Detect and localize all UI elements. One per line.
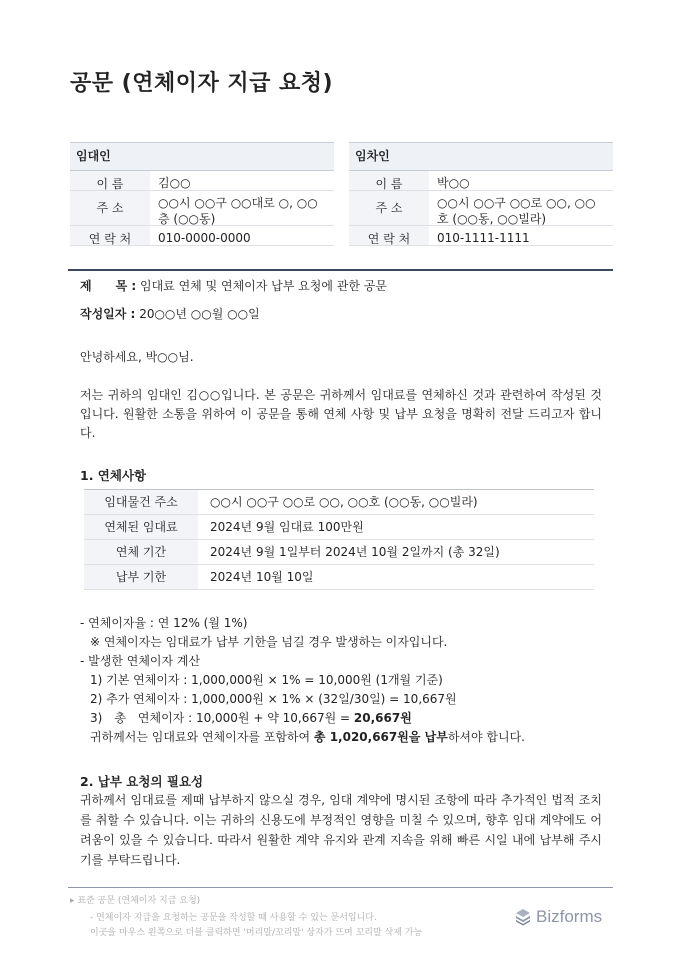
tenant-name: 박○○ — [437, 176, 470, 190]
name-label: 이 름 — [70, 171, 150, 190]
intro-paragraph: 저는 귀하의 임대인 김○○입니다. 본 공문은 귀하께서 임대료를 연체하신 것과 관련하여 작성된 것입니다. 원활한 소통을 위하여 이 공문을 통해 연체 사항 및 납부 요청을 명확히 전달 드리고자 합니다. — [80, 388, 602, 440]
calc-heading: - 발생한 연체이자 계산 — [80, 654, 201, 668]
subject-label: 제 목 : — [80, 279, 137, 293]
bizforms-logo — [514, 907, 602, 927]
landlord-name: 김○○ — [158, 176, 191, 190]
row-label: 연체된 임대료 — [84, 515, 198, 539]
row-value: ○○시 ○○구 ○○로 ○○, ○○호 (○○동, ○○빌라) — [210, 495, 478, 509]
subject-text: 임대료 연체 및 연체이자 납부 요청에 관한 공문 — [140, 279, 387, 293]
tenant-header: 임차인 — [349, 142, 613, 171]
interest-details — [80, 614, 525, 747]
table-row — [84, 540, 594, 565]
payment-line — [80, 728, 525, 747]
greeting: 안녕하세요, 박○○님. — [80, 350, 194, 364]
section-heading-2: 2. 납부 요청의 필요성 — [80, 774, 204, 789]
address-label: 주 소 — [70, 191, 150, 225]
table-row — [84, 565, 594, 590]
payment-pre: 귀하께서는 임대료와 연체이자를 포함하여 — [90, 730, 314, 744]
calc-line-3-text: 3) 총 연체이자 : 10,000원 + 약 10,667원 = — [90, 711, 354, 725]
footer-divider — [68, 887, 613, 888]
table-row — [84, 490, 594, 515]
name-label: 이 름 — [349, 171, 429, 190]
phone-label: 연 락 처 — [70, 226, 150, 245]
payment-post: 하셔야 합니다. — [447, 730, 525, 744]
bizforms-icon — [514, 908, 532, 926]
row-label: 임대물건 주소 — [84, 490, 198, 514]
footer-title: ▸ 표준 공문 (연체이자 지급 요청) — [70, 896, 201, 906]
footer-hint: 이곳을 마우스 왼쪽으로 더블 클릭하면 '머리말/꼬리말' 상자가 뜨며 꼬리말 삭제 가능 — [90, 928, 423, 938]
date-line — [80, 305, 260, 322]
payment-amount: 총 1,020,667원을 납부 — [313, 730, 448, 744]
landlord-table — [70, 142, 334, 246]
phone-label: 연 락 처 — [349, 226, 429, 245]
calc-total: 20,667원 — [353, 711, 412, 725]
row-label: 납부 기한 — [84, 565, 198, 589]
date-text: 20○○년 ○○월 ○○일 — [139, 307, 260, 321]
table-row — [84, 515, 594, 540]
row-value: 2024년 9월 1일부터 2024년 10월 2일까지 (총 32일) — [210, 545, 500, 559]
landlord-header: 임대인 — [70, 142, 334, 171]
tenant-phone: 010-1111-1111 — [437, 231, 530, 245]
address-label: 주 소 — [349, 191, 429, 225]
footer-desc: - 연체이자 지급을 요청하는 공문을 작성할 때 사용할 수 있는 문서입니다. — [90, 913, 377, 923]
document-title: 공문 (연체이자 지급 요청) — [70, 71, 334, 96]
section-heading-1: 1. 연체사항 — [80, 468, 147, 483]
row-value: 2024년 9월 임대료 100만원 — [210, 520, 364, 534]
date-label: 작성일자 : — [80, 307, 136, 321]
logo-text: Bizforms — [536, 907, 603, 926]
rate-line: - 연체이자율 : 연 12% (월 1%) — [80, 616, 248, 630]
calc-line-3 — [80, 709, 525, 728]
row-label: 연체 기간 — [84, 540, 198, 564]
necessity-paragraph: 귀하께서 임대료를 제때 납부하지 않으실 경우, 임대 계약에 명시된 조항에 따라 추가적인 법적 조치를 취할 수 있습니다. 이는 귀하의 신용도에 부정적인 영향을 미칠 수 있으며, 향후 임대 계약에도 어려움이 있을 수 있습니다. 따라서 원활한 계약 유지와 관계 지속을 위해 빠른 시일 내에 납부해 주시기를 부탁드립니다. — [80, 793, 602, 867]
landlord-address: ○○시 ○○구 ○○대로 ○, ○○층 (○○동) — [158, 196, 318, 226]
note-line: ※ 연체이자는 임대료가 납부 기한을 넘길 경우 발생하는 이자입니다. — [90, 635, 448, 649]
landlord-phone: 010-0000-0000 — [158, 231, 251, 245]
subject-line — [80, 277, 387, 294]
tenant-address: ○○시 ○○구 ○○로 ○○, ○○호 (○○동, ○○빌라) — [437, 196, 596, 226]
header-divider — [68, 269, 613, 271]
tenant-table — [349, 142, 613, 246]
overdue-table — [84, 489, 594, 590]
calc-line-2: 2) 추가 연체이자 : 1,000,000원 × 1% × (32일/30일) = 10,667원 — [90, 692, 457, 706]
calc-line-1: 1) 기본 연체이자 : 1,000,000원 × 1% = 10,000원 (1개월 기준) — [90, 673, 443, 687]
row-value: 2024년 10월 10일 — [210, 570, 314, 584]
